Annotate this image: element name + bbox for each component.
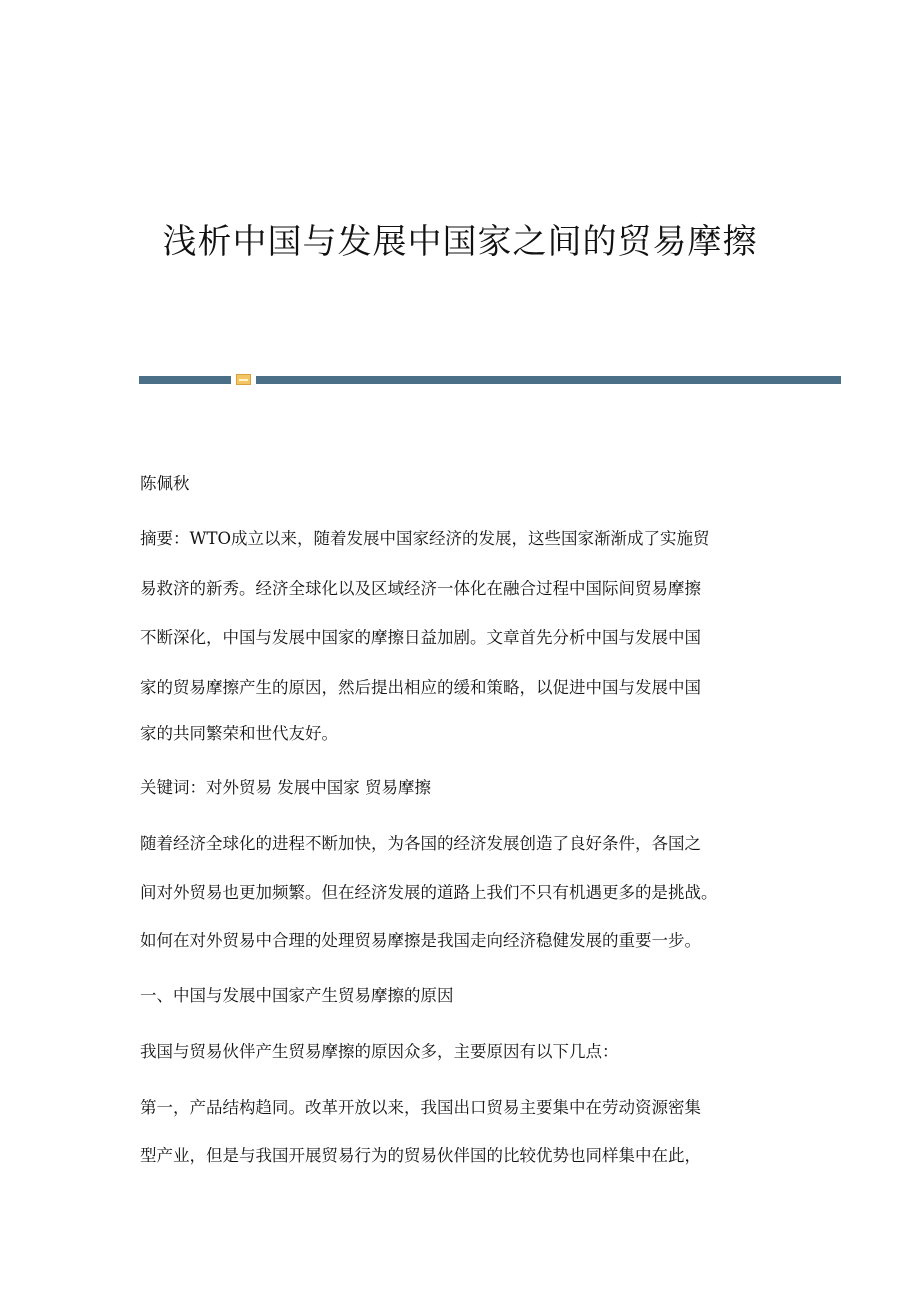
keywords-line: 关键词：对外贸易 发展中国家 贸易摩擦 xyxy=(140,778,431,797)
author-name: 陈佩秋 xyxy=(140,474,190,493)
body-line-6: 型产业，但是与我国开展贸易行为的贸易伙伴国的比较优势也同样集中在此， xyxy=(140,1146,701,1165)
body-line-4: 我国与贸易伙伴产生贸易摩擦的原因众多，主要原因有以下几点： xyxy=(140,1042,619,1061)
abstract-line-4: 家的贸易摩擦产生的原因，然后提出相应的缓和策略，以促进中国与发展中国 xyxy=(140,678,701,697)
abstract-line-5: 家的共同繁荣和世代友好。 xyxy=(140,724,338,743)
document-title: 浅析中国与发展中国家之间的贸易摩擦 xyxy=(162,222,758,262)
title-divider xyxy=(139,374,841,386)
body-line-2: 间对外贸易也更加频繁。但在经济发展的道路上我们不只有机遇更多的是挑战。 xyxy=(140,883,718,902)
divider-emblem-icon xyxy=(236,374,251,385)
abstract-line-2: 易救济的新秀。经济全球化以及区域经济一体化在融合过程中国际间贸易摩擦 xyxy=(140,579,701,598)
body-line-1: 随着经济全球化的进程不断加快，为各国的经济发展创造了良好条件，各国之 xyxy=(140,834,701,853)
body-line-3: 如何在对外贸易中合理的处理贸易摩擦是我国走向经济稳健发展的重要一步。 xyxy=(140,931,701,950)
divider-bar-left xyxy=(139,376,231,384)
abstract-line-3: 不断深化，中国与发展中国家的摩擦日益加剧。文章首先分析中国与发展中国 xyxy=(140,628,701,647)
divider-bar-right xyxy=(256,376,841,384)
body-line-5: 第一，产品结构趋同。改革开放以来，我国出口贸易主要集中在劳动资源密集 xyxy=(140,1098,701,1117)
section-heading-1: 一、中国与发展中国家产生贸易摩擦的原因 xyxy=(140,986,454,1005)
abstract-line-1: 摘要：WTO成立以来，随着发展中国家经济的发展，这些国家渐渐成了实施贸 xyxy=(140,529,710,548)
